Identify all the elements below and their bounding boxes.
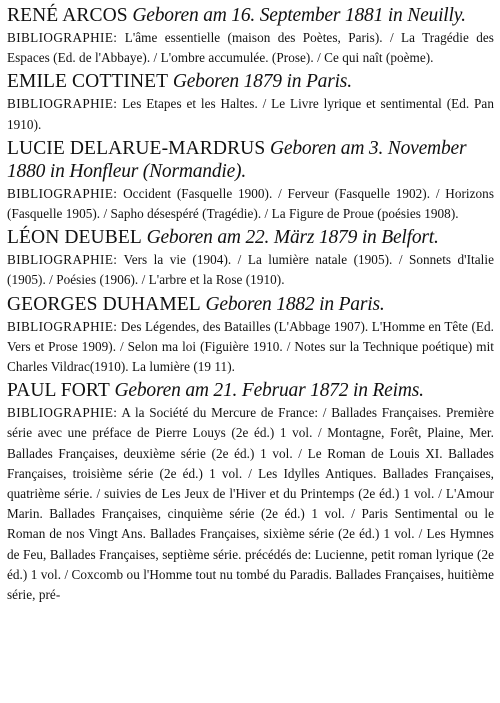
bibliography-label: BIBLIOGRAPHIE: xyxy=(7,96,118,112)
birth-info: Geboren am 21. Februar 1872 in Reims. xyxy=(114,380,424,402)
bibliography-text xyxy=(7,317,494,378)
bibliography-label: BIBLIOGRAPHIE: xyxy=(7,405,118,421)
bibliography-content: L'âme essentielle (maison des Poètes, Paris). / La Tragédie des Espaces (Ed. de l'Abbaye). / L'ombre accumulée. (Prose). / Ce qui naît (poème). xyxy=(7,30,494,66)
bibliography-content: A la Société du Mercure de France: / Ballades Françaises. Première série avec une préface de Pierre Louys (2e éd.) 1 vol. / Montagne, Forêt, Plaine, Mer. Ballades Françaises, deuxième série (2e éd.) 1 vol. / Le Roman de Louis XI. Ballades Françaises, troisième série (2e éd.) 1 vol. / Les Idylles Antiques. Ballades Françaises, quatrième série. / suivies de Les Jeux de l'Hiver et du Printemps (2e éd.) 1 vol. / L'Amour Marin. Ballades Françaises, cinquième série (2e éd.) 1 vol. / Paris Sentimental ou le Roman de nos Vingt Ans. Ballades Françaises, sixième série (2e éd.) 1 vol. / Les Hymnes de Feu, Ballades Françaises, septième série. précédés de: Lucienne, petit roman lyrique (2e éd.) 1 vol. / Coxcomb ou l'Homme tout nu tombé du Paradis. Ballades Françaises, huitième série, pré- xyxy=(7,405,494,603)
bibliography-content: Les Etapes et les Haltes. / Le Livre lyrique et sentimental (Ed. Pan 1910). xyxy=(7,96,494,132)
bibliography-label: BIBLIOGRAPHIE: xyxy=(7,252,118,268)
entry-heading xyxy=(7,379,494,402)
entry-heading xyxy=(7,293,494,316)
bibliography-text xyxy=(7,28,494,68)
entry-lucie-delarue-mardrus xyxy=(7,137,494,224)
bibliography-content: Des Légendes, des Batailles (L'Abbage 1907). L'Homme en Tête (Ed. Vers et Prose 1909). / Selon ma loi (Figuière 1910. / Notes sur la Technique poétique) mit Charles Vildrac(1910). La lumière (19 11). xyxy=(7,318,494,375)
bibliography-content: Occident (Fasquelle 1900). / Ferveur (Fasquelle 1902). / Horizons (Fasquelle 1905). / Sapho désespéré (Tragédie). / La Figure de Proue (poésies 1908). xyxy=(7,185,494,222)
author-name: EMILE COTTINET xyxy=(7,71,169,93)
entry-emile-cottinet xyxy=(7,70,494,134)
entry-heading xyxy=(7,137,494,183)
author-name: RENÉ ARCOS xyxy=(7,5,128,26)
bibliography-text xyxy=(7,94,494,134)
birth-info: Geboren am 3. November 1880 in Honfleur (Normandie). xyxy=(7,137,467,182)
entry-rene-arcos xyxy=(7,4,494,68)
entry-paul-fort xyxy=(7,379,494,605)
bibliography-text xyxy=(7,250,494,290)
bibliography-label: BIBLIOGRAPHIE: xyxy=(7,30,118,45)
author-name: LUCIE DELARUE-MARDRUS xyxy=(7,137,266,159)
author-name: PAUL FORT xyxy=(7,380,110,402)
entry-georges-duhamel xyxy=(7,293,494,378)
bibliography-label: BIBLIOGRAPHIE: xyxy=(7,318,118,334)
birth-info: Geboren am 22. März 1879 in Belfort. xyxy=(146,227,439,249)
entry-heading xyxy=(7,4,494,27)
birth-info: Geboren 1879 in Paris. xyxy=(172,71,352,93)
author-name: LÉON DEUBEL xyxy=(7,227,142,249)
entry-heading xyxy=(7,226,494,249)
bibliography-text xyxy=(7,403,494,605)
bibliography-content: Vers la vie (1904). / La lumière natale (1905). / Sonnets d'Italie (1905). / Poésies (1906). / L'arbre et la Rose (1910). xyxy=(7,252,494,288)
author-name: GEORGES DUHAMEL xyxy=(7,293,201,315)
birth-info: Geboren 1882 in Paris. xyxy=(205,293,385,315)
bibliography-label: BIBLIOGRAPHIE: xyxy=(7,185,118,201)
entry-leon-deubel xyxy=(7,226,494,290)
entry-heading xyxy=(7,70,494,93)
bibliography-text xyxy=(7,184,494,224)
birth-info: Geboren am 16. September 1881 in Neuilly. xyxy=(132,5,466,26)
